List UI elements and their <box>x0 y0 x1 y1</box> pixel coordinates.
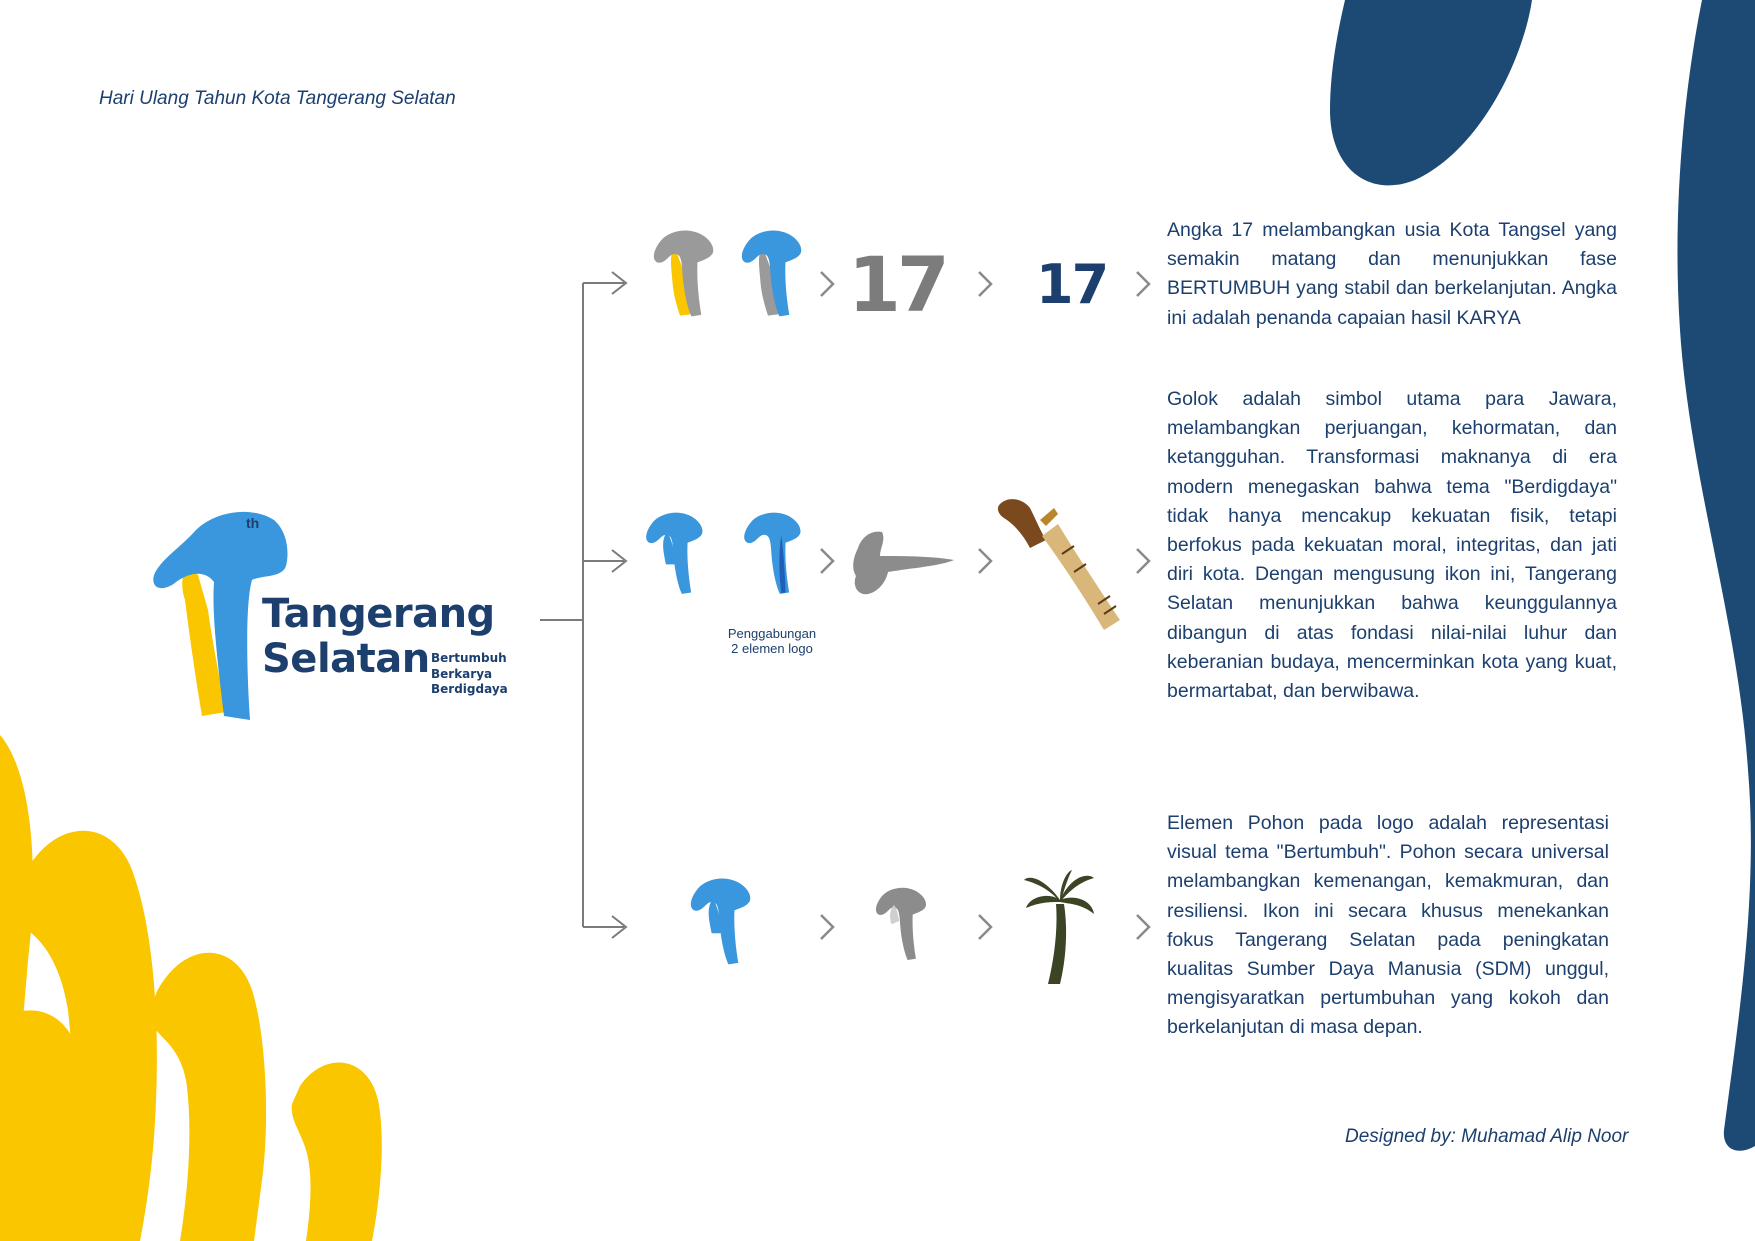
tagline-3: Berdigdaya <box>431 682 508 696</box>
flow-connectors <box>540 272 626 938</box>
tree-blue-gray-icon <box>742 231 801 317</box>
tree-blue-icon-row3 <box>691 879 750 965</box>
navy-blob-shape <box>1330 0 1532 185</box>
tagline-1: Bertumbuh <box>431 651 507 665</box>
tree-gray-yellow-icon <box>654 231 713 317</box>
designer-credit: Designed by: Muhamad Alip Noor <box>1345 1126 1629 1147</box>
tree-blue-icon-row2-a <box>646 513 702 594</box>
golok-knife-icon <box>998 499 1120 630</box>
logo-ordinal-suffix: th <box>246 515 260 531</box>
number-17-final: 17 <box>1036 253 1108 316</box>
description-number-17: Angka 17 melambangkan usia Kota Tangsel yang semakin matang dan menunjukkan fase BERTUMBUH yang stabil dan berkelanjutan. Angka ini adalah penanda capaian hasil KARYA <box>1167 219 1617 329</box>
caption-line2: 2 elemen logo <box>731 641 813 656</box>
logo-name-line1: Tangerang <box>262 591 495 637</box>
merge-caption <box>705 626 839 656</box>
logo-tagline <box>431 651 508 698</box>
event-title: Hari Ulang Tahun Kota Tangerang Selatan <box>99 88 456 109</box>
yellow-tree-shapes <box>0 735 382 1241</box>
number-17-gray: 17 <box>848 240 946 329</box>
tagline-2: Berkarya <box>431 666 493 681</box>
logo-name-line2: Selatan <box>262 636 430 682</box>
caption-line1: Penggabungan <box>727 626 817 641</box>
navy-band-shape <box>1677 0 1755 1151</box>
tree-gray-icon-row3 <box>876 888 926 960</box>
palm-tree-icon <box>1024 870 1094 984</box>
golok-silhouette-icon <box>853 532 954 595</box>
description-golok: Golok adalah simbol utama para Jawara, melambangkan perjuangan, kehormatan, dan ketangguhan. Transformasi maknanya di era modern menegaskan bahwa tema "Berdigdaya" tidak hanya mencakup kekuatan fisik, tetapi berfokus pada kekuatan moral, integritas, dan jati diri kota. Dengan mengusung ikon ini, Tangerang Selatan menunjukkan bahwa keunggulannya dibangun di atas fondasi nilai-nilai luhur dan keberanian budaya, mencerminkan kota yang kuat, bermartabat, dan berwibawa. <box>1167 388 1617 703</box>
tree-blue-icon-row2-b <box>744 513 800 594</box>
description-tree: Elemen Pohon pada logo adalah representasi visual tema "Bertumbuh". Pohon secara universal melambangkan kemenangan, kemakmuran, dan resiliensi. Ikon ini secara khusus menekankan fokus Tangerang Selatan pada peningkatan kualitas Sumber Daya Manusia (SDM) unggul, mengisyaratkan pertumbuhan yang kokoh dan berkelanjutan di masa depan. <box>1167 812 1609 1039</box>
